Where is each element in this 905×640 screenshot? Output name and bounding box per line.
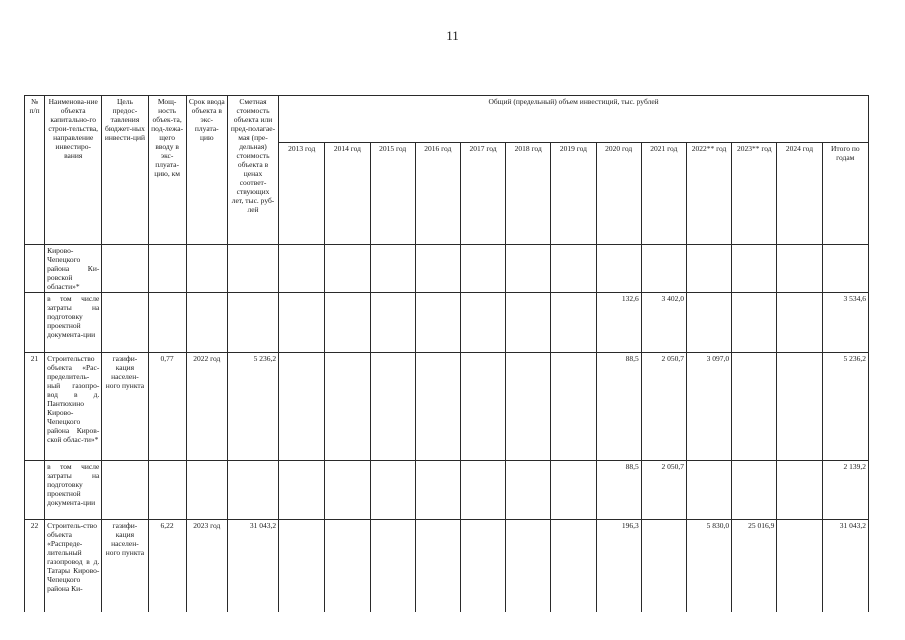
cell-value (325, 353, 370, 461)
cell-name: Строитель-ство объекта «Распреде-лительный газопровод в д. Татары Кирово-Чепецкого района Ки- (45, 520, 102, 630)
header-year: 2013 год (279, 143, 325, 245)
cell-value (686, 293, 731, 353)
cell-num (25, 293, 45, 353)
investment-table (24, 95, 869, 630)
cell-value (777, 461, 822, 520)
cell-value (415, 461, 460, 520)
cell-value (279, 461, 325, 520)
cell-value (325, 293, 370, 353)
cell-value (460, 293, 505, 353)
cell-term (186, 245, 227, 293)
cell-value (460, 245, 505, 293)
cell-value (732, 245, 777, 293)
cell-estimate: 5 236,2 (227, 353, 278, 461)
table-row (25, 293, 869, 353)
cell-capacity (148, 293, 186, 353)
cell-value: 88,5 (596, 461, 641, 520)
cell-value (686, 461, 731, 520)
cell-value: 88,5 (596, 353, 641, 461)
cell-name: Кирово-Чепецкого района Ки-ровской области»* (45, 245, 102, 293)
cell-value (415, 245, 460, 293)
cell-value: 3 097,0 (686, 353, 731, 461)
cell-value (732, 293, 777, 353)
cell-estimate (227, 461, 278, 520)
cell-purpose (102, 293, 148, 353)
table-row (25, 353, 869, 461)
cell-value (460, 353, 505, 461)
header-year: 2019 год (551, 143, 596, 245)
cell-purpose: газифи-кация населен-ного пункта (102, 353, 148, 461)
cell-value: 132,6 (596, 293, 641, 353)
table-row (25, 461, 869, 520)
cell-term (186, 293, 227, 353)
cell-purpose (102, 461, 148, 520)
cell-value (777, 293, 822, 353)
cell-value (279, 353, 325, 461)
cell-value (370, 461, 415, 520)
cell-value: 5 830,0 (686, 520, 731, 630)
cell-value (506, 461, 551, 520)
header-capacity: Мощ-ность объек-та, под-лежа-щего вводу в экс-плуата-цию, км (148, 96, 186, 245)
header-year: 2024 год (777, 143, 822, 245)
header-year: 2021 год (641, 143, 686, 245)
cell-total: 2 139,2 (822, 461, 868, 520)
cell-value (551, 245, 596, 293)
cell-total (822, 245, 868, 293)
cell-value: 2 050,7 (641, 353, 686, 461)
cell-value (506, 293, 551, 353)
cell-value (415, 353, 460, 461)
header-year: 2014 год (325, 143, 370, 245)
header-year: 2017 год (460, 143, 505, 245)
cell-value (370, 353, 415, 461)
cell-estimate (227, 245, 278, 293)
cell-capacity: 0,77 (148, 353, 186, 461)
cell-capacity: 6,22 (148, 520, 186, 630)
header-total-investment: Общий (предельный) объем инвестиций, тыс. рублей (279, 96, 869, 143)
cell-num: 22 (25, 520, 45, 630)
header-year: 2018 год (506, 143, 551, 245)
cell-value: 2 050,7 (641, 461, 686, 520)
cell-value (415, 293, 460, 353)
cell-term: 2022 год (186, 353, 227, 461)
cell-value (596, 245, 641, 293)
cell-estimate: 31 043,2 (227, 520, 278, 630)
cell-value: 25 016,9 (732, 520, 777, 630)
cell-value (686, 245, 731, 293)
header-year: 2023** год (732, 143, 777, 245)
cell-value (370, 245, 415, 293)
cell-value (506, 245, 551, 293)
cell-name: в том числе затраты на подготовку проектной документа-ции (45, 293, 102, 353)
cell-value (777, 353, 822, 461)
header-purpose: Цель предос-тавления бюджет-ных инвести-ций (102, 96, 148, 245)
cell-value: 196,3 (596, 520, 641, 630)
header-year: 2020 год (596, 143, 641, 245)
cell-value (551, 353, 596, 461)
cell-value (325, 245, 370, 293)
cell-value (460, 461, 505, 520)
cell-value (641, 245, 686, 293)
cell-value (370, 293, 415, 353)
header-term: Срок ввода объекта в экс-плуата-цию (186, 96, 227, 245)
cell-name: в том числе затраты на подготовку проектной документа-ции (45, 461, 102, 520)
cell-value (279, 245, 325, 293)
cell-total: 3 534,6 (822, 293, 868, 353)
cell-num (25, 245, 45, 293)
page-bottom-margin (0, 612, 905, 640)
cell-value (506, 353, 551, 461)
header-estimate: Сметная стоимость объекта или пред-полагае-мая (пре-дельная) стоимость объекта в ценах соответ-ствующих лет, тыс. руб-лей (227, 96, 278, 245)
cell-value (732, 461, 777, 520)
header-total-by-years: Итого по годам (822, 143, 868, 245)
cell-total: 5 236,2 (822, 353, 868, 461)
cell-estimate (227, 293, 278, 353)
cell-total: 31 043,2 (822, 520, 868, 630)
cell-purpose (102, 245, 148, 293)
page-number: 11 (446, 28, 459, 43)
cell-num: 21 (25, 353, 45, 461)
header-year: 2015 год (370, 143, 415, 245)
cell-value (551, 461, 596, 520)
cell-name: Строительство объекта «Рас-пределитель-ный газопро-вод в д. Пантюхино Кирово-Чепецкого района Киров-ской облас-ти»* (45, 353, 102, 461)
cell-value (551, 293, 596, 353)
cell-capacity (148, 461, 186, 520)
cell-value: 3 402,0 (641, 293, 686, 353)
cell-term (186, 461, 227, 520)
cell-num (25, 461, 45, 520)
cell-term: 2023 год (186, 520, 227, 630)
cell-value (732, 353, 777, 461)
cell-value (325, 461, 370, 520)
cell-purpose: газифи-кация населен-ного пункта (102, 520, 148, 630)
table-row (25, 245, 869, 293)
cell-value (279, 293, 325, 353)
cell-capacity (148, 245, 186, 293)
cell-value (777, 245, 822, 293)
header-year: 2016 год (415, 143, 460, 245)
header-year: 2022** год (686, 143, 731, 245)
header-name: Наименова-ние объекта капитально-го строи-тельства, направление инвестиро-вания (45, 96, 102, 245)
header-num: № п/п (25, 96, 45, 245)
